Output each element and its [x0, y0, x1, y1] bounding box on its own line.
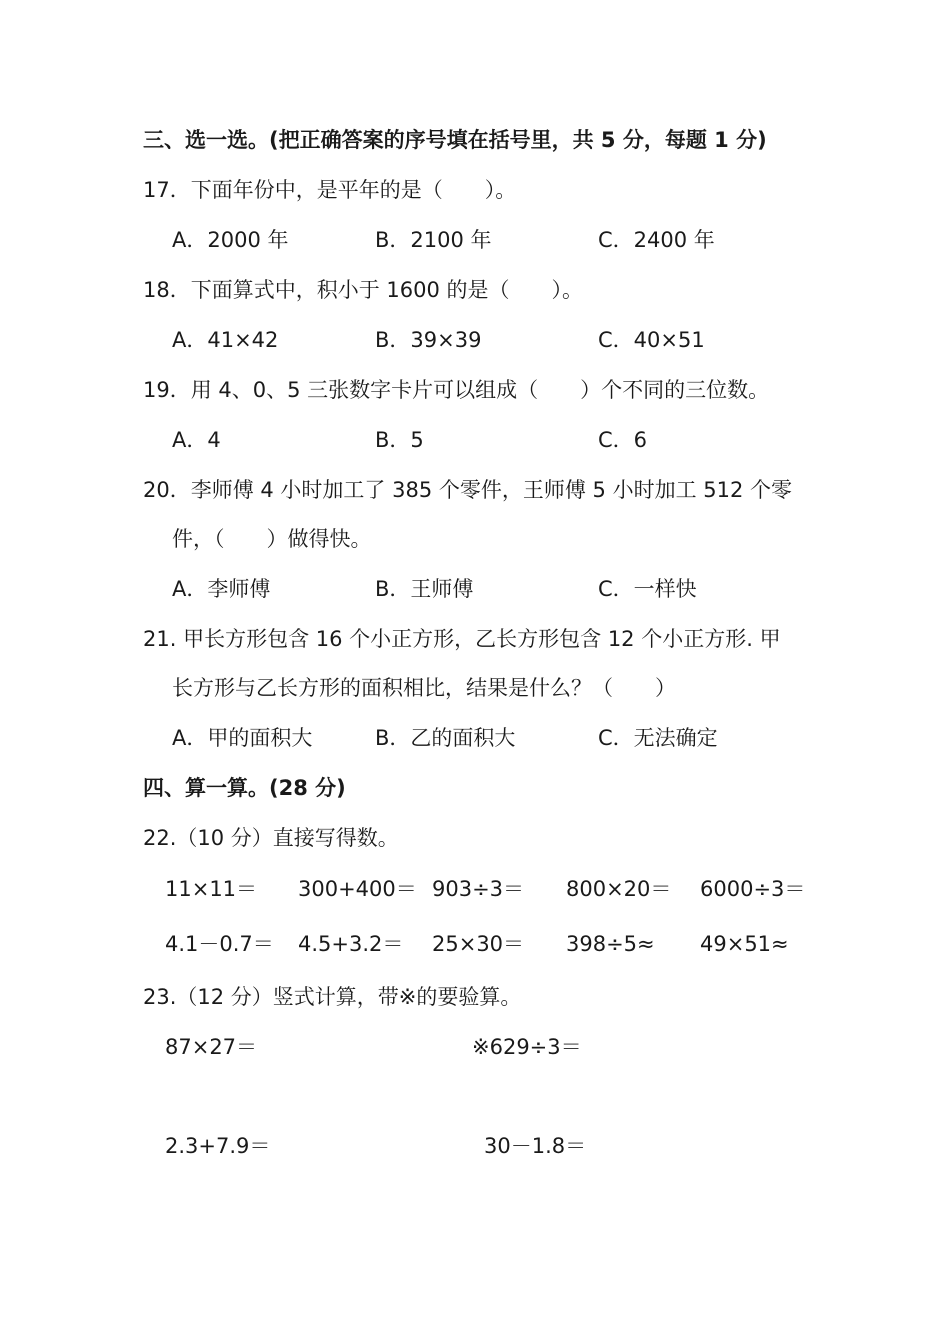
q22-item: 25×30＝ [432, 932, 525, 956]
q22-item: 300+400＝ [298, 877, 417, 901]
question-21-stem-line-1: 21. 甲长方形包含 16 个小正方形，乙长方形包含 12 个小正方形. 甲 [143, 627, 781, 651]
question-20-stem-line-2: 件，（ ）做得快。 [172, 527, 372, 551]
q22-item: 4.5+3.2＝ [298, 932, 404, 956]
q21-option-a: A．甲的面积大 [172, 726, 313, 750]
q21-option-c: C．无法确定 [598, 726, 718, 750]
section-4-heading: 四、算一算。(28 分) [143, 776, 346, 800]
question-21-stem-line-2: 长方形与乙长方形的面积相比，结果是什么？（ ） [172, 676, 676, 700]
q18-option-c: C．40×51 [598, 328, 705, 352]
q23-item: 2.3+7.9＝ [165, 1134, 271, 1158]
q22-item: 800×20＝ [566, 877, 672, 901]
question-17-stem: 17．下面年份中，是平年的是（ ）。 [143, 178, 517, 202]
q23-item: 30－1.8＝ [484, 1134, 587, 1158]
q17-option-c: C．2400 年 [598, 228, 715, 252]
q23-item: ※629÷3＝ [472, 1035, 582, 1059]
question-23-stem: 23.（12 分）竖式计算，带※的要验算。 [143, 985, 522, 1009]
section-3-heading: 三、选一选。(把正确答案的序号填在括号里，共 5 分，每题 1 分) [143, 128, 767, 152]
q22-item: 49×51≈ [700, 932, 789, 956]
q18-option-a: A．41×42 [172, 328, 279, 352]
q22-item: 398÷5≈ [566, 932, 655, 956]
q19-option-a: A．4 [172, 428, 221, 452]
q21-option-b: B．乙的面积大 [375, 726, 516, 750]
q23-item: 87×27＝ [165, 1035, 258, 1059]
question-19-stem: 19．用 4、0、5 三张数字卡片可以组成（ ）个不同的三位数。 [143, 378, 770, 402]
q18-option-b: B．39×39 [375, 328, 482, 352]
q19-option-c: C．6 [598, 428, 648, 452]
q22-item: 4.1－0.7＝ [165, 932, 274, 956]
q17-option-a: A．2000 年 [172, 228, 289, 252]
question-18-stem: 18．下面算式中，积小于 1600 的是（ ）。 [143, 278, 584, 302]
q20-option-b: B．王师傅 [375, 577, 474, 601]
question-20-stem-line-1: 20．李师傅 4 小时加工了 385 个零件，王师傅 5 小时加工 512 个零 [143, 478, 793, 502]
q20-option-a: A．李师傅 [172, 577, 271, 601]
q17-option-b: B．2100 年 [375, 228, 492, 252]
q19-option-b: B．5 [375, 428, 424, 452]
q22-item: 6000÷3＝ [700, 877, 806, 901]
q22-item: 11×11＝ [165, 877, 258, 901]
q20-option-c: C．一样快 [598, 577, 697, 601]
q22-item: 903÷3＝ [432, 877, 525, 901]
question-22-stem: 22.（10 分）直接写得数。 [143, 826, 399, 850]
